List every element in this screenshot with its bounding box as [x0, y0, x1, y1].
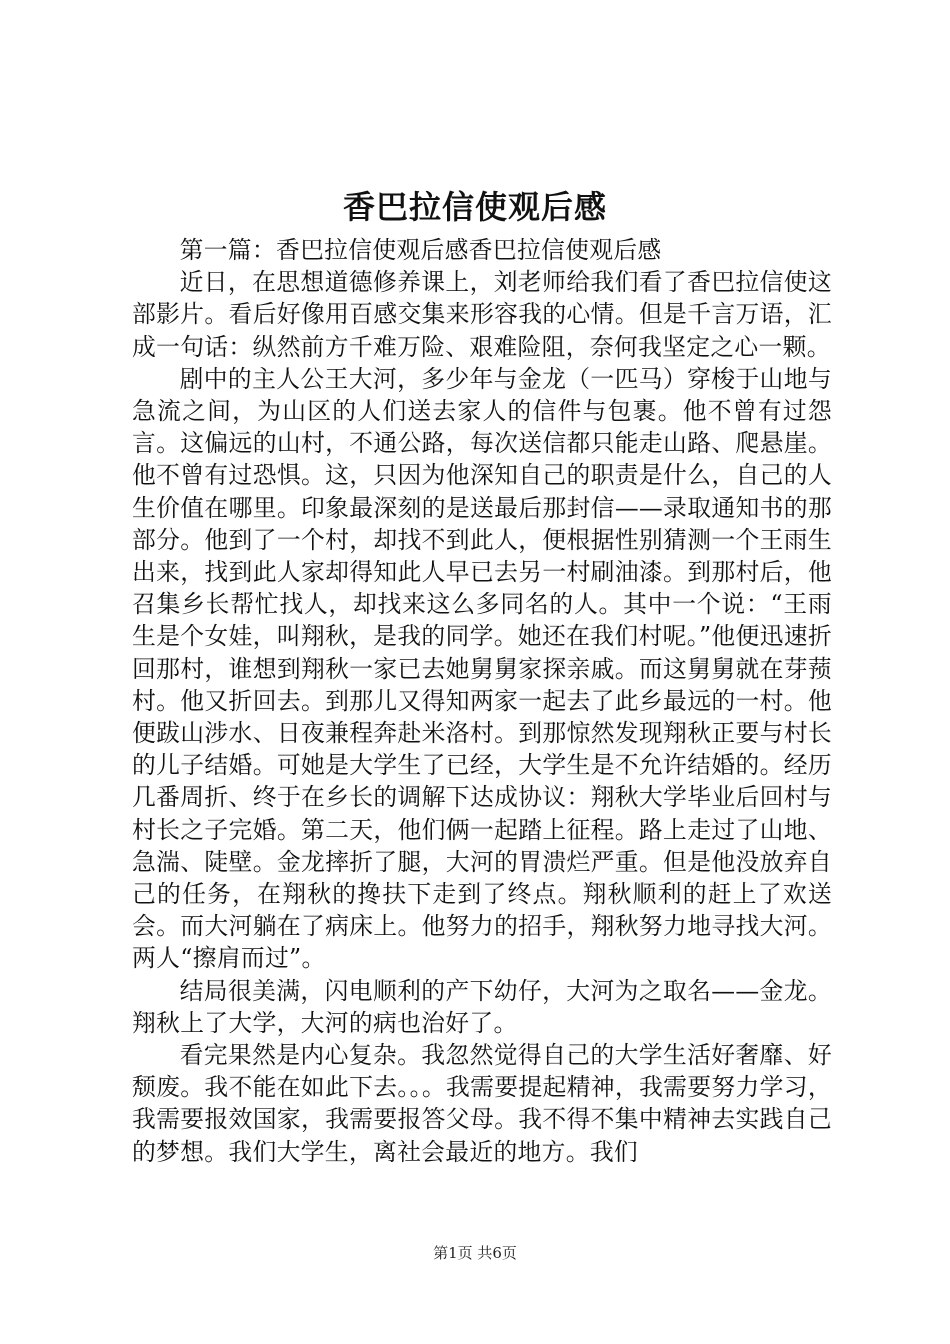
document-body [132, 234, 832, 1168]
paragraph: 近日，在思想道德修养课上，刘老师给我们看了香巴拉信使这部影片。看后好像用百感交集来形容我的心情。但是千言万语，汇成一句话：纵然前方千难万险、艰难险阻，奈何我坚定之心一颗。 [132, 268, 832, 361]
page-number-footer: 第1页 共6页 [433, 1244, 517, 1262]
paragraph: 看完果然是内心复杂。我忽然觉得自己的大学生活好奢靡、好颓废。我不能在如此下去。。。我需要提起精神，我需要努力学习，我需要报效国家，我需要报答父母。我不得不集中精神去实践自己的梦想。我们大学生，离社会最近的地方。我们 [132, 1041, 832, 1166]
paragraph: 结局很美满，闪电顺利的产下幼仔，大河为之取名——金龙。翔秋上了大学，大河的病也治好了。 [132, 976, 832, 1037]
document-title: 香巴拉信使观后感 [342, 188, 607, 226]
paragraph: 剧中的主人公王大河，多少年与金龙（一匹马）穿梭于山地与急流之间，为山区的人们送去家人的信件与包裹。他不曾有过怨言。这偏远的山村，不通公路，每次送信都只能走山路、爬悬崖。他不曾有过恐惧。这，只因为他深知自己的职责是什么，自己的人生价值在哪里。印象最深刻的是送最后那封信——录取通知书的那部分。他到了一个村，却找不到此人，便根据性别猜测一个王雨生出来，找到此人家却得知此人早已去另一村刷油漆。到那村后，他召集乡长帮忙找人，却找来这么多同名的人。其中一个说：“王雨生是个女娃，叫翔秋，是我的同学。她还在我们村呢。”他便迅速折回那村，谁想到翔秋一家已去她舅舅家探亲戚。而这舅舅就在芽蓣村。他又折回去。到那儿又得知两家一起去了此乡最远的一村。他便跋山涉水、日夜兼程奔赴米洛村。到那惊然发现翔秋正要与村长的儿子结婚。可她是大学生了已经，大学生是不允许结婚的。经历几番周折、终于在乡长的调解下达成协议：翔秋大学毕业后回村与村长之子完婚。第二天，他们俩一起踏上征程。路上走过了山地、急湍、陡壁。金龙摔折了腿，大河的胃溃烂严重。但是他没放弃自己的任务，在翔秋的搀扶下走到了终点。翔秋顺利的赶上了欢送会。而大河躺在了病床上。他努力的招手，翔秋努力地寻找大河。两人“擦肩而过”。 [132, 364, 832, 973]
paragraph-heading: 第一篇：香巴拉信使观后感香巴拉信使观后感 [179, 236, 662, 264]
